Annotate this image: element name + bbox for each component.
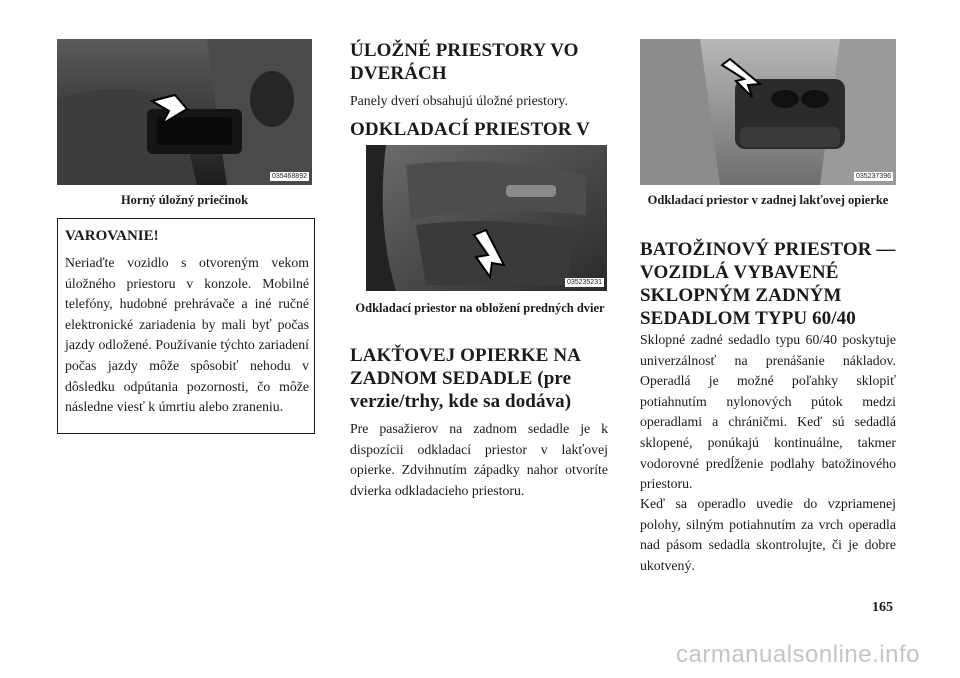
door-panel-caption: Odkladací priestor na obložení predných dvier [355,301,605,315]
para-cargo-1: Sklopné zadné sedadlo typu 60/40 poskytuje univerzálnosť na prenášanie nákladov. Operadlá je možné poľahky sklopiť potiahnutím nylonových pútok medzi operadlami a chráničmi. Keď sú sedadlá sklopené, ponúkajú kontinuálne, takmer vodorovné predĺženie podlahy batožinového priestoru. [640,332,896,492]
heading-storage-in: ODKLADACÍ PRIESTOR V [350,119,590,140]
rear-armrest-caption: Odkladací priestor v zadnej lakťovej opierke [647,193,889,207]
heading-cargo: BATOŽINOVÝ PRIESTOR — VOZIDLÁ VYBAVENÉ SKLOPNÝM ZADNÝM SEDADLOM TYPU 60/40 [640,239,896,329]
image-code: 035237396 [855,173,891,180]
para-door-storage: Panely dverí obsahujú úložné priestory. [350,93,568,108]
heading-rear-armrest: LAKŤOVEJ OPIERKE NA ZADNOM SEDADLE (pre verzie/trhy, kde sa dodáva) [350,345,580,412]
warning-title: VAROVANIE! [65,228,159,244]
para-cargo-2: Keď sa operadlo uvedie do vzpriamenej polohy, silným potiahnutím za vrch operadla nad pásom sedadla skontrolujte, či je dobre ukotvený. [640,496,896,573]
warning-box [57,218,315,434]
door-panel-photo [366,145,607,291]
console-storage-photo [57,39,312,185]
watermark: carmanualsonline.info [676,641,920,668]
warning-text: Neriaďte vozidlo s otvoreným vekom úložného priestoru v konzole. Mobilné telefóny, hudobné prehrávače a iné ručné elektronické zariadenia by mali byť počas jazdy odložené. Používanie týchto zariadení počas jazdy môže spôsobiť nehodu v dôsledku odpútania pozornosti, čo môže následne viesť k úmrtiu alebo zraneniu. [65,255,309,415]
image-code: 035235231 [566,279,602,286]
image-code: 035468892 [271,173,307,180]
heading-door-storage: ÚLOŽNÉ PRIESTORY VO DVERÁCH [350,40,579,84]
rear-armrest-photo [640,39,896,185]
para-rear-armrest: Pre pasažierov na zadnom sedadle je k dispozícii odkladací priestor v lakťovej opierke. Zdvihnutím západky nahor otvoríte dvierka odkladacieho priestoru. [350,421,608,498]
page-number: 165 [872,600,893,615]
console-storage-caption: Horný úložný priečinok [120,193,249,207]
